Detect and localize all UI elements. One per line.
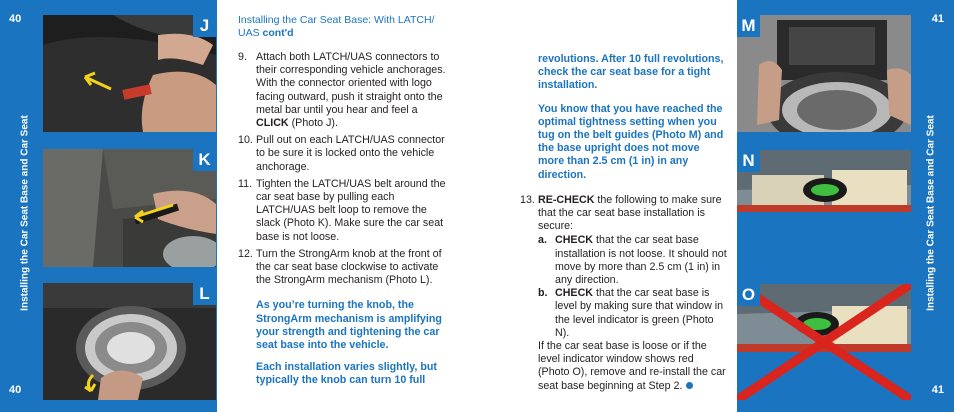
- step-13-number: 13.: [520, 193, 535, 206]
- photo-n-label: N: [737, 150, 760, 172]
- photo-o-image: [737, 284, 911, 400]
- end-bullet-icon: [686, 382, 693, 389]
- step-10-number: 10.: [238, 134, 253, 147]
- note-knob-amplifying-text: As you’re turning the knob, the StrongArm mechanism is amplifying your strength and tightening the car seat base into the vehicle.: [256, 299, 442, 352]
- left-text-column: [238, 14, 450, 392]
- photo-o: [737, 284, 911, 400]
- photo-m-image: [737, 15, 911, 132]
- note-ten-revolutions-cont-text: revolutions. After 10 full revolutions, check the car seat base for a tight installation.: [538, 53, 724, 92]
- step-9-click: CLICK: [256, 117, 289, 130]
- note-knob-amplifying: [238, 299, 450, 352]
- step-10: [238, 134, 450, 174]
- step-9-photo-ref: (Photo J).: [288, 117, 338, 130]
- step-13: [520, 194, 728, 393]
- section-header: [238, 14, 450, 39]
- left-photo-strip: [0, 0, 217, 412]
- step-13a-label: CHECK: [555, 234, 594, 247]
- step-13a-text: that the car seat base installation is not loose. It should not move by more than 2.5 cm (1 in) in any direction.: [555, 234, 727, 287]
- step-11-text: Tighten the LATCH/UAS belt around the car seat base by pulling each LATCH/UAS belt loop to remove the slack (Photo K). Make sure the car seat base is not loose.: [256, 177, 446, 243]
- photo-m: [737, 15, 911, 132]
- step-9-text: Attach both LATCH/UAS connectors to their corresponding vehicle anchorages. With the connector oriented with logo facing outward, push it straight onto the metal bar until you hear and feel a: [256, 51, 446, 116]
- step-13a: [538, 234, 728, 287]
- side-section-title-right: Installing the Car Seat Base and Car Seat: [925, 115, 937, 311]
- page-number-bottom-right: 41: [931, 384, 944, 396]
- section-header-contd: cont'd: [262, 26, 294, 39]
- photo-k-label: K: [193, 149, 216, 171]
- page-number-top: 40: [9, 13, 22, 25]
- photo-l: [43, 283, 216, 400]
- note-ten-revolutions-cont: [520, 53, 728, 93]
- step-13b-label: CHECK: [555, 287, 594, 300]
- note-ten-revolutions: [238, 361, 450, 387]
- note-optimal-tightness: [520, 103, 728, 182]
- page-number-top-right: 41: [931, 13, 944, 25]
- step-13b: [538, 287, 728, 340]
- photo-n-image: [737, 150, 911, 267]
- step-11: [238, 178, 450, 244]
- photo-j: [43, 15, 216, 132]
- step-13a-number: a.: [538, 234, 547, 247]
- page-number-bottom: 40: [9, 384, 22, 396]
- step-13-label: RE-CHECK: [538, 193, 595, 206]
- photo-l-label: L: [193, 283, 216, 305]
- step-10-text: Pull out on each LATCH/UAS connector to be sure it is locked onto the vehicle anchorage.: [256, 134, 445, 173]
- step-13b-number: b.: [538, 287, 548, 300]
- step-9-number: 9.: [238, 51, 247, 63]
- section-header-title: Installing the Car Seat Base: With LATCH/ UAS: [238, 14, 435, 39]
- step-12-text: Turn the StrongArm knob at the front of the car seat base clockwise to activate the StrongArm mechanism (Photo L).: [256, 247, 442, 287]
- right-text-column: [520, 53, 728, 397]
- step-11-number: 11.: [238, 177, 253, 190]
- step-9: [238, 51, 450, 130]
- closing-paragraph: [538, 340, 728, 393]
- photo-k-image: [43, 149, 216, 267]
- right-photo-strip: [737, 0, 954, 412]
- step-13b-text: that the car seat base is level by making sure that window in the level indicator is green (Photo N).: [555, 287, 724, 339]
- photo-l-image: [43, 283, 216, 400]
- photo-o-label: O: [737, 284, 760, 306]
- note-optimal-tightness-text: You know that you have reached the optimal tightness setting when you tug on the belt guides (Photo M) and the base upright does not move more than 2.5 cm (1 in) in any direction.: [538, 102, 724, 181]
- photo-n: [737, 150, 911, 267]
- step-13-text: the following to make sure that the car seat base installation is secure:: [538, 193, 722, 233]
- step-12: [238, 248, 450, 288]
- photo-k: [43, 149, 216, 267]
- step-12-number: 12.: [238, 247, 253, 260]
- note-ten-revolutions-text: Each installation varies slightly, but typically the knob can turn 10 full: [256, 361, 437, 387]
- photo-j-image: [43, 15, 216, 132]
- photo-j-label: J: [193, 15, 216, 37]
- closing-paragraph-text: If the car seat base is loose or if the level indicator window shows red (Photo O), remove and re-install the car seat base beginning at Step 2.: [538, 340, 726, 392]
- photo-m-label: M: [737, 15, 760, 37]
- side-section-title: Installing the Car Seat Base and Car Seat: [19, 115, 31, 311]
